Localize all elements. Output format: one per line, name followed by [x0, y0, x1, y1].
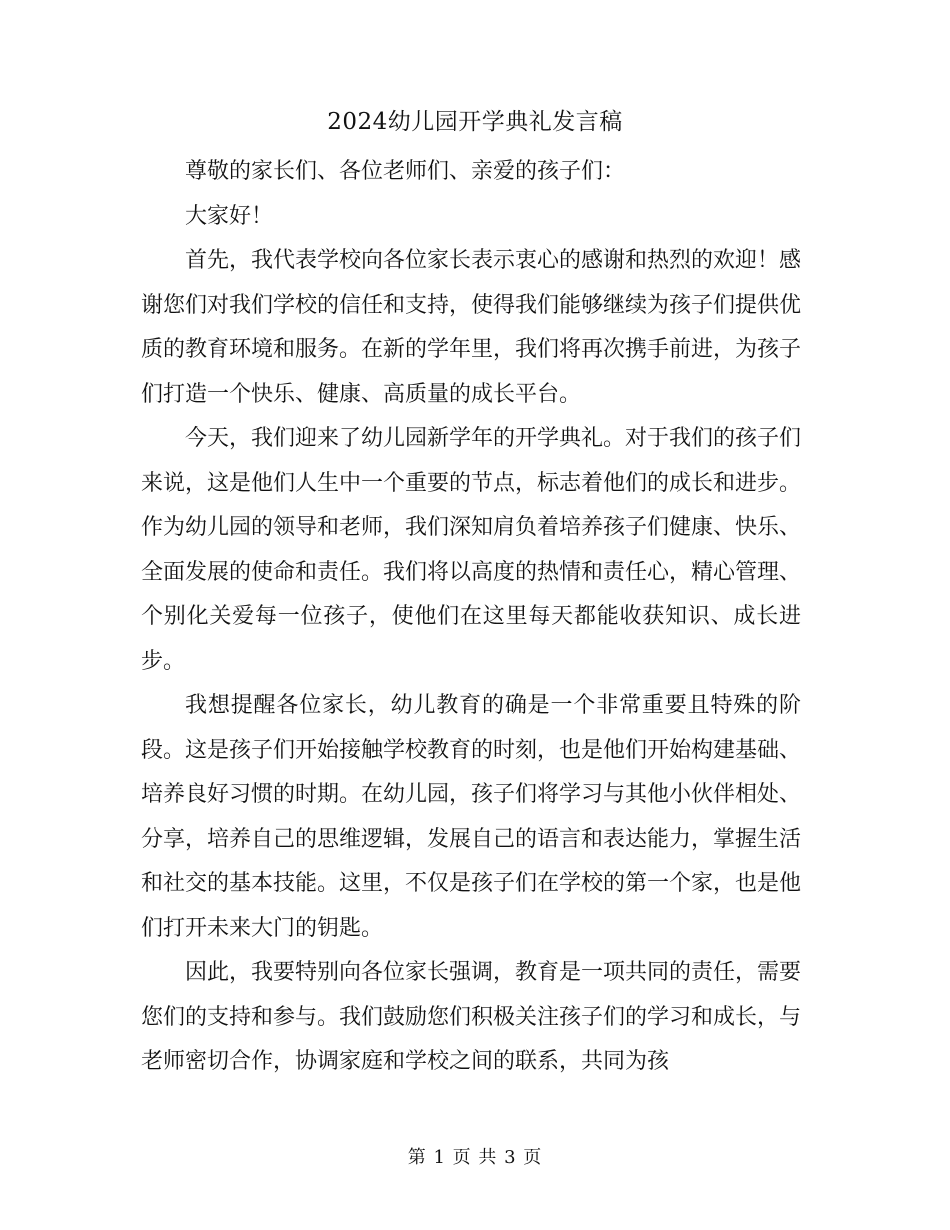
body-paragraph: 首先，我代表学校向各位家长表示衷心的感谢和热烈的欢迎！感谢您们对我们学校的信任和支持，使得我们能够继续为孩子们提供优质的教育环境和服务。在新的学年里，我们将再次携手前进，为孩子们打造一个快乐、健康、高质量的成长平台。 — [141, 248, 802, 407]
body-paragraph: 我想提醒各位家长，幼儿教育的确是一个非常重要且特殊的阶段。这是孩子们开始接触学校教育的时刻，也是他们开始构建基础、培养良好习惯的时期。在幼儿园，孩子们将学习与其他小伙伴相处、分享，培养自己的思维逻辑，发展自己的语言和表达能力，掌握生活和社交的基本技能。这里，不仅是孩子们在学校的第一个家，也是他们打开未来大门的钥匙。 — [141, 693, 802, 941]
salutation-paragraph: 尊敬的家长们、各位老师们、亲爱的孩子们： — [185, 159, 626, 184]
page-number-footer: 第 1 页 共 3 页 — [407, 1147, 543, 1168]
document-body — [141, 150, 801, 1085]
document-title: 2024幼儿园开学典礼发言稿 — [327, 109, 623, 135]
body-paragraph: 今天，我们迎来了幼儿园新学年的开学典礼。对于我们的孩子们来说，这是他们人生中一个重要的节点，标志着他们的成长和进步。作为幼儿园的领导和老师，我们深知肩负着培养孩子们健康、快乐、全面发展的使命和责任。我们将以高度的热情和责任心，精心管理、个别化关爱每一位孩子，使他们在这里每天都能收获知识、成长进步。 — [141, 426, 802, 674]
body-paragraph: 因此，我要特别向各位家长强调，教育是一项共同的责任，需要您们的支持和参与。我们鼓励您们积极关注孩子们的学习和成长，与老师密切合作，协调家庭和学校之间的联系，共同为孩 — [141, 960, 802, 1074]
greeting-paragraph: 大家好！ — [185, 203, 274, 229]
